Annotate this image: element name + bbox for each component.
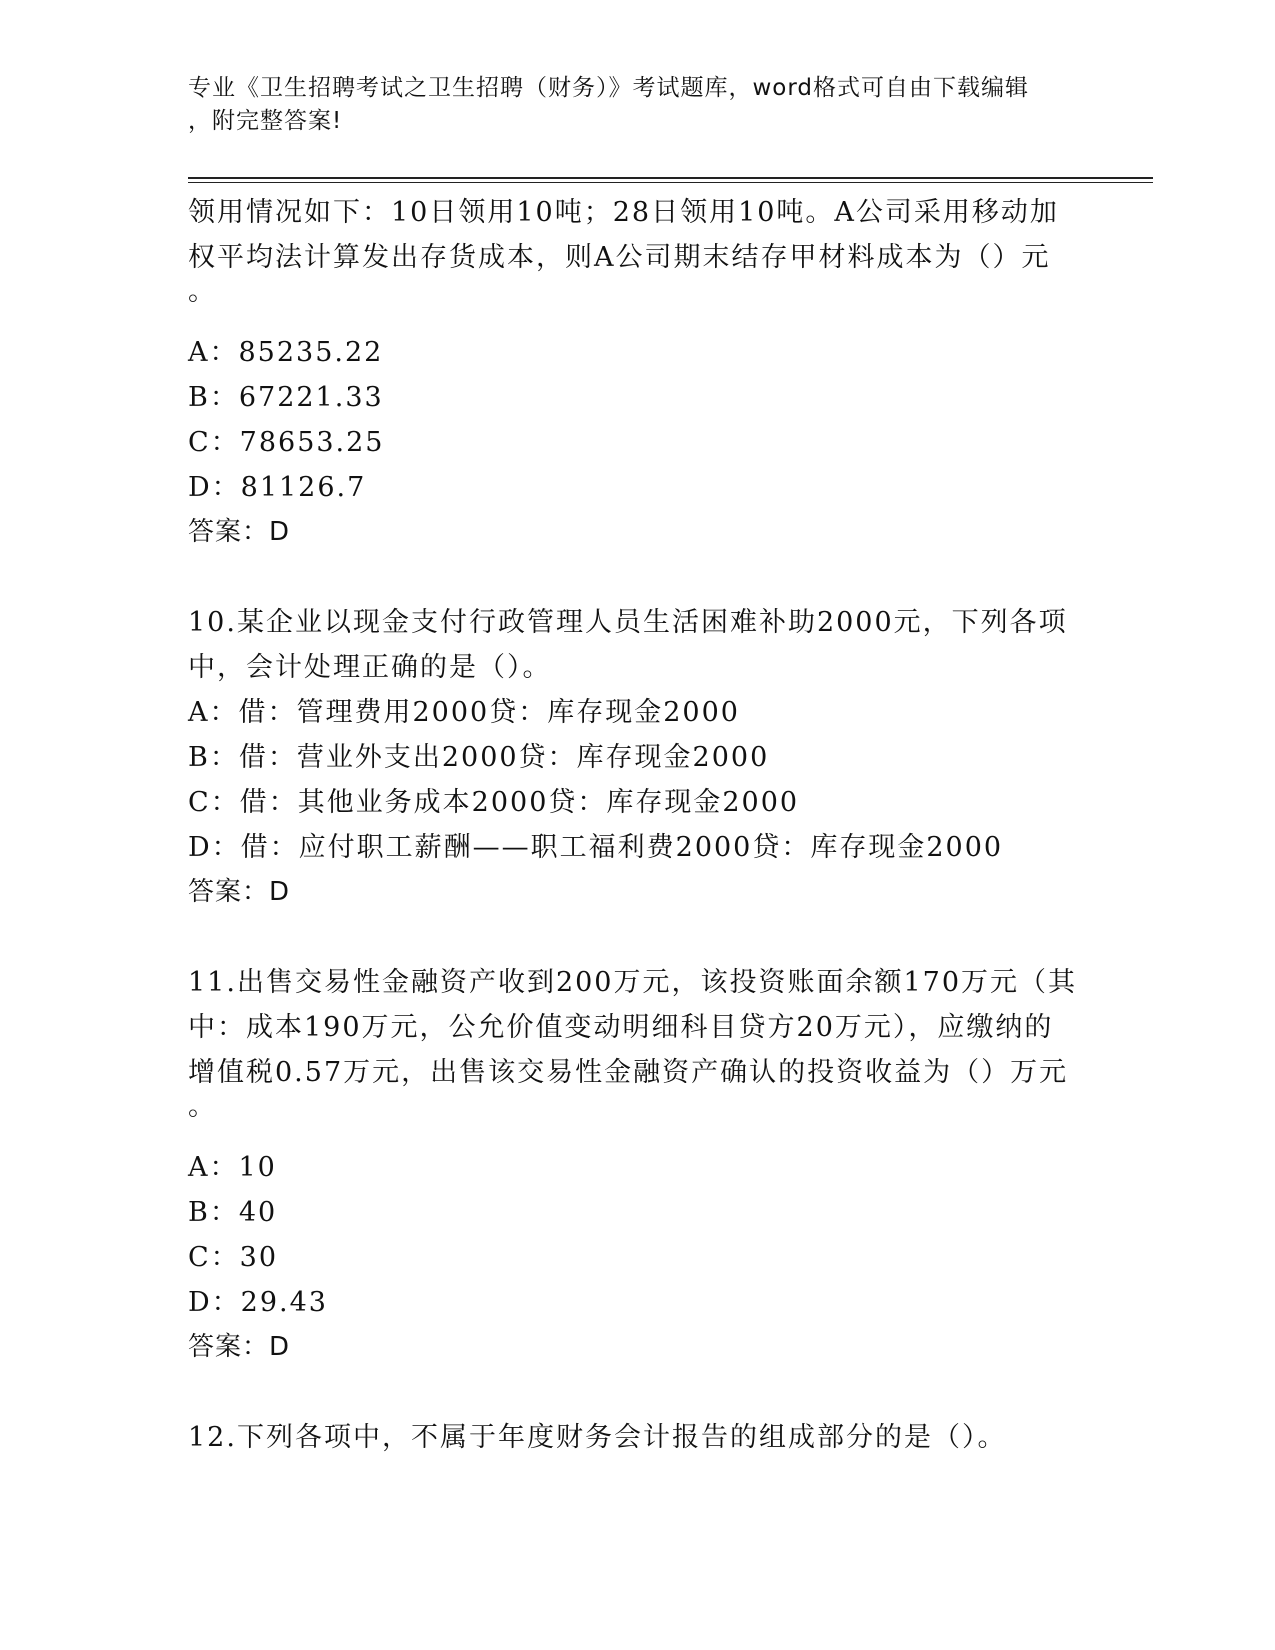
option-c: C：30 xyxy=(188,1242,279,1273)
question-text-line: 。 xyxy=(188,1091,217,1122)
question-text-line: 中，会计处理正确的是（）。 xyxy=(188,652,552,683)
header-divider-thick xyxy=(188,177,1153,179)
question-text-line: 增值税0.57万元，出售该交易性金融资产确认的投资收益为（）万元 xyxy=(188,1057,1069,1088)
option-b: B：借：营业外支出2000贷：库存现金2000 xyxy=(188,742,770,773)
header-line-1: 专业《卫生招聘考试之卫生招聘（财务）》考试题库，word格式可自由下载编辑 xyxy=(188,75,1030,101)
option-c: C：借：其他业务成本2000贷：库存现金2000 xyxy=(188,787,800,818)
question-text-line: 11.出售交易性金融资产收到200万元，该投资账面余额170万元（其 xyxy=(188,967,1078,998)
question-text-line: 。 xyxy=(188,276,217,307)
option-b: B：67221.33 xyxy=(188,382,384,413)
question-text-line: 权平均法计算发出存货成本，则A公司期末结存甲材料成本为（）元 xyxy=(188,242,1051,273)
option-a: A：85235.22 xyxy=(188,337,384,368)
answer: 答案：D xyxy=(188,517,291,547)
question-text-line: 12.下列各项中，不属于年度财务会计报告的组成部分的是（）。 xyxy=(188,1422,1007,1453)
header-line-2: ，附完整答案! xyxy=(188,108,343,134)
option-d: D：81126.7 xyxy=(188,472,367,503)
option-d: D：29.43 xyxy=(188,1287,328,1318)
option-a: A：借：管理费用2000贷：库存现金2000 xyxy=(188,697,740,728)
option-a: A：10 xyxy=(188,1152,277,1183)
answer: 答案：D xyxy=(188,1332,291,1362)
answer: 答案：D xyxy=(188,877,291,907)
question-12 xyxy=(188,1415,1088,1460)
question-11 xyxy=(188,960,1088,1370)
option-d: D：借：应付职工薪酬——职工福利费2000贷：库存现金2000 xyxy=(188,832,1004,863)
header-divider-thin xyxy=(188,182,1153,183)
question-9 xyxy=(188,190,1088,555)
option-c: C：78653.25 xyxy=(188,427,385,458)
question-text-line: 领用情况如下：10日领用10吨；28日领用10吨。A公司采用移动加 xyxy=(188,197,1059,228)
question-text-line: 中：成本190万元，公允价值变动明细科目贷方20万元），应缴纳的 xyxy=(188,1012,1054,1043)
document-header xyxy=(188,72,1068,138)
question-text-line: 10.某企业以现金支付行政管理人员生活困难补助2000元，下列各项 xyxy=(188,607,1068,638)
option-b: B：40 xyxy=(188,1197,278,1228)
question-10 xyxy=(188,600,1088,915)
question-list xyxy=(188,190,1088,1460)
